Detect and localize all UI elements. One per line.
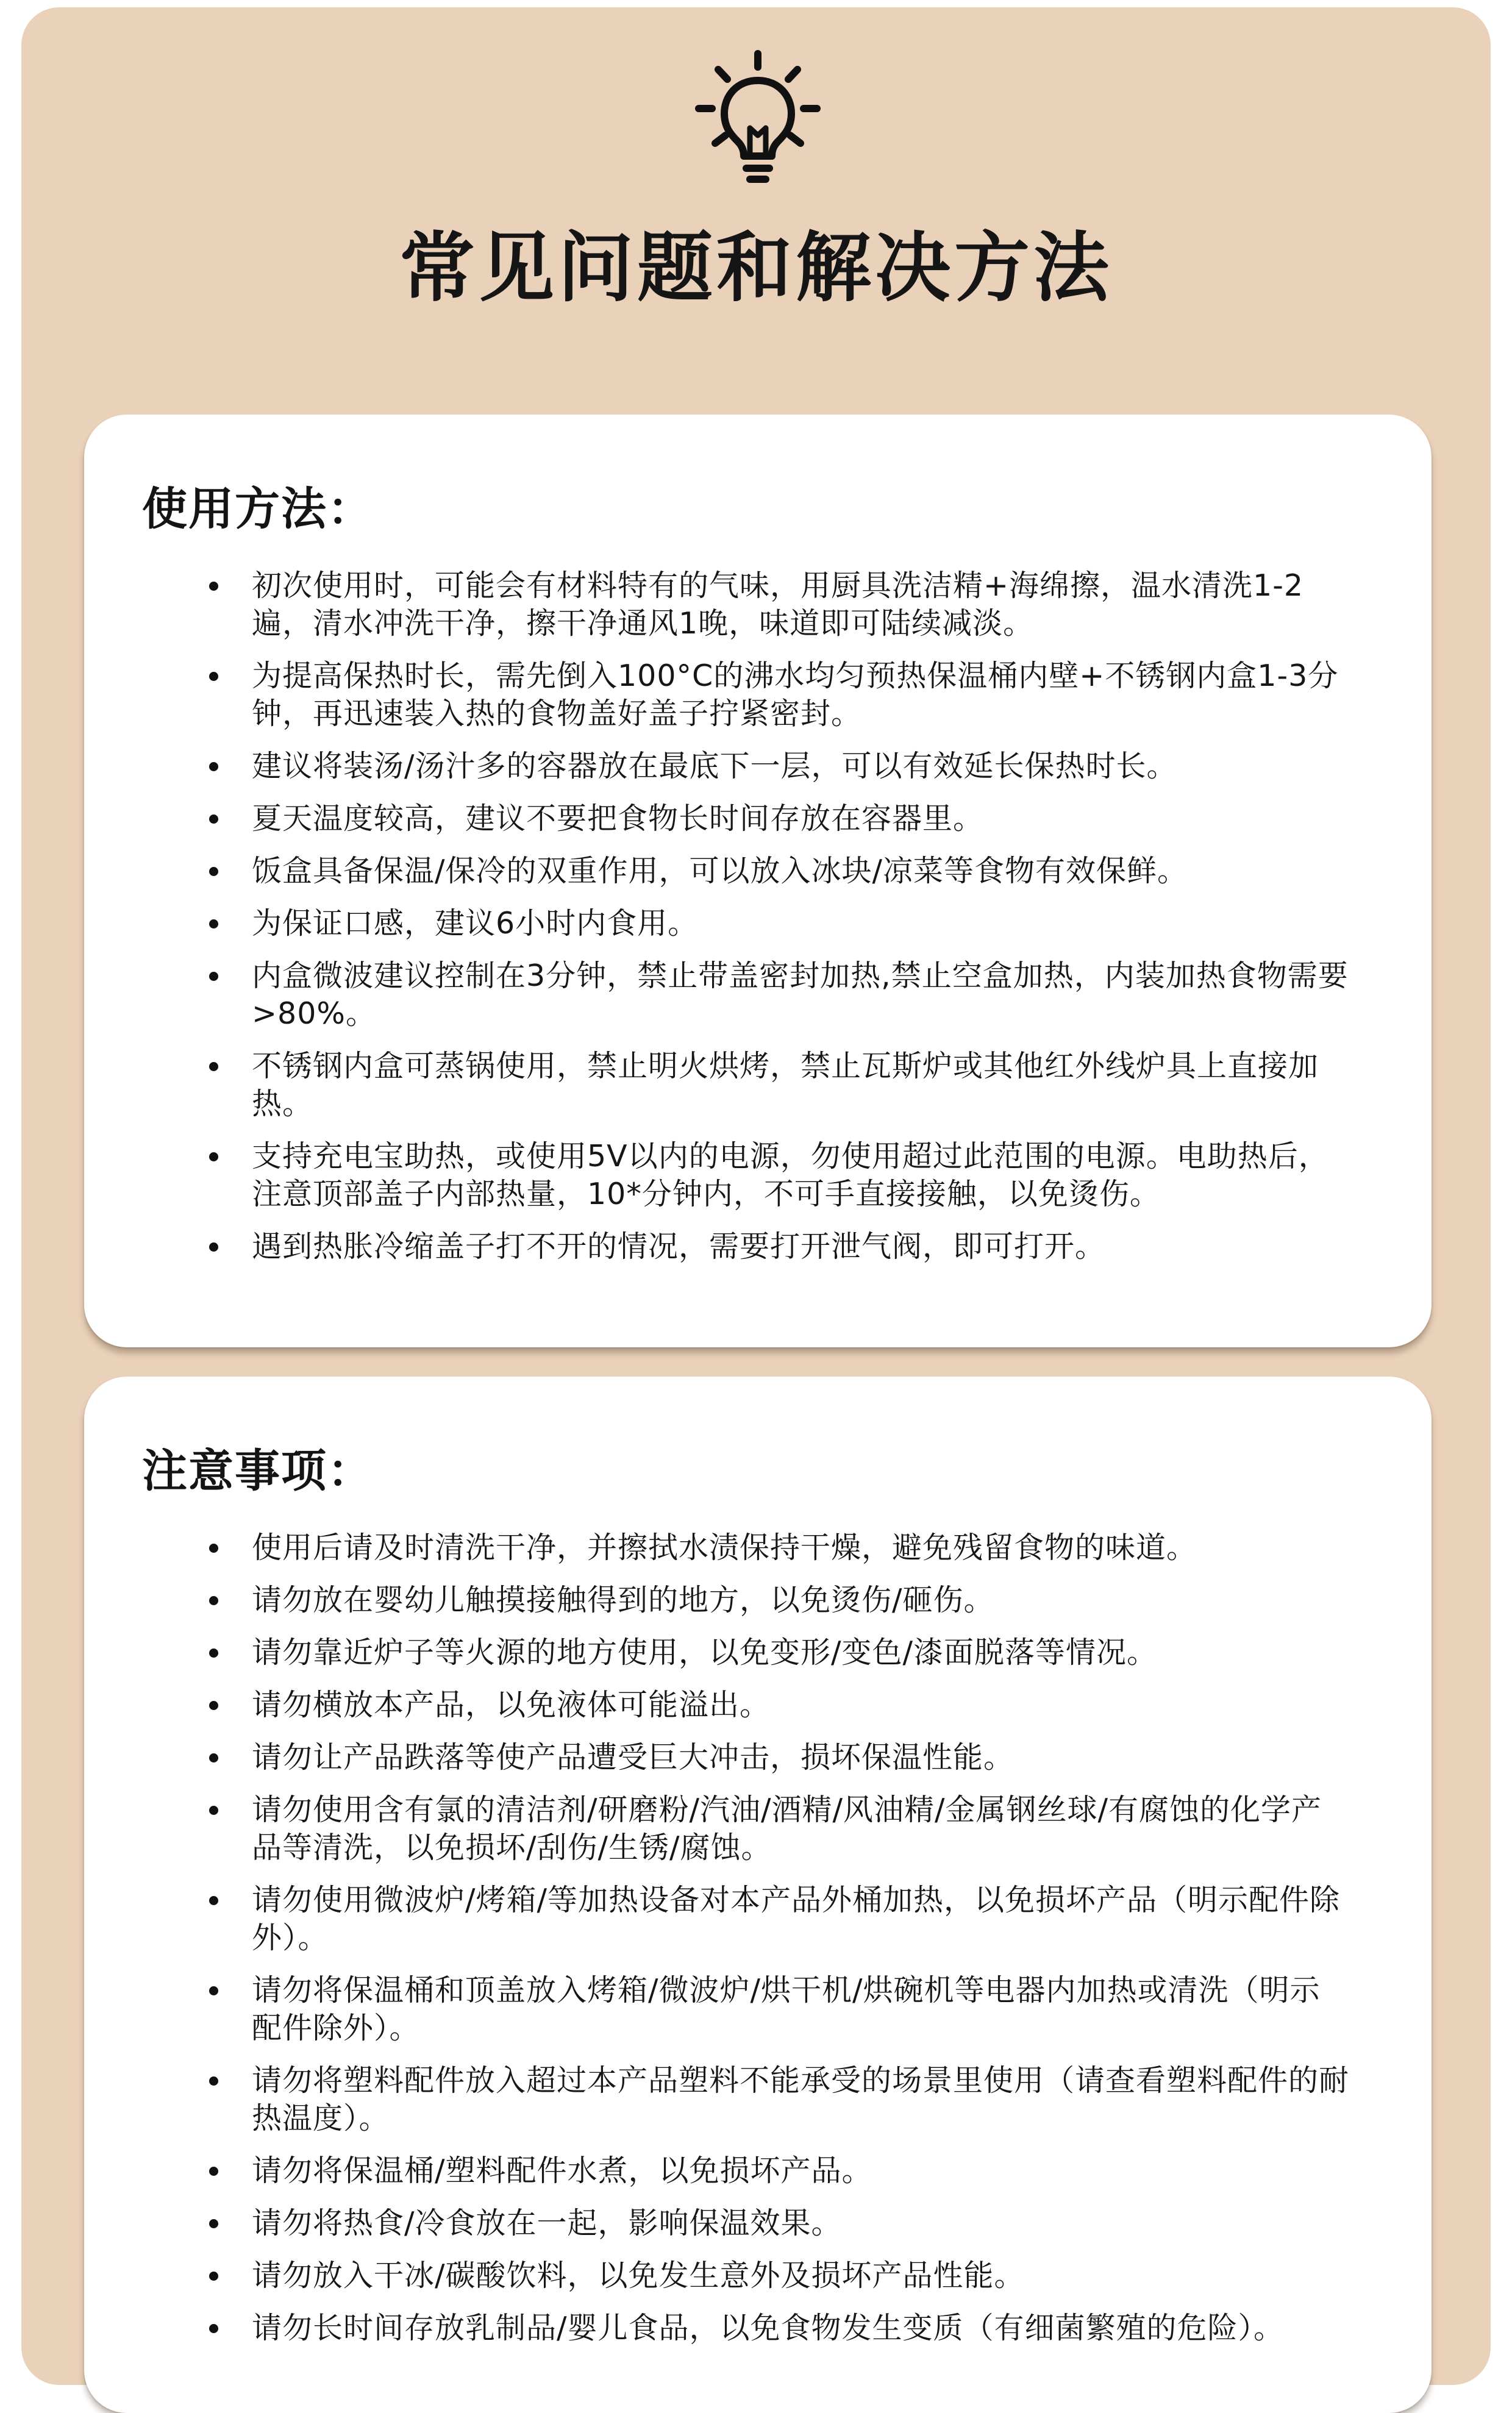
usage-card [84, 415, 1432, 1347]
bullet-dot [209, 1062, 218, 1071]
bullet-dot [209, 1596, 218, 1605]
bullet-dot [209, 2272, 218, 2281]
bullet-dot [209, 867, 218, 876]
list-item [252, 1228, 1349, 1266]
list-item [252, 1634, 1349, 1672]
bullet-dot [209, 1544, 218, 1553]
list-item-text: 初次使用时，可能会有材料特有的气味，用厨具洗洁精+海绵擦，温水清洗1-2遍，清水冲洗干净，擦干净通风1晚，味道即可陆续减淡。 [252, 568, 1304, 641]
list-item [252, 1138, 1349, 1213]
list-item-text: 为保证口感，建议6小时内食用。 [252, 906, 699, 941]
bullet-dot [209, 582, 218, 591]
notes-list [252, 1529, 1349, 2362]
bullet-dot [209, 814, 218, 824]
list-item-text: 使用后请及时清洗干净，并擦拭水渍保持干燥，避免残留食物的味道。 [252, 1530, 1197, 1565]
list-item-text: 请勿将保温桶和顶盖放入烤箱/微波炉/烘干机/烘碗机等电器内加热或清洗（明示配件除外）。 [252, 1973, 1321, 2045]
list-item-text: 请勿长时间存放乳制品/婴儿食品，以免食物发生变质（有细菌繁殖的危险）。 [252, 2311, 1285, 2345]
list-item-text: 请勿放在婴幼儿触摸接触得到的地方，以免烫伤/砸伤。 [252, 1583, 994, 1617]
list-item-text: 建议将装汤/汤汁多的容器放在最底下一层，可以有效延长保热时长。 [252, 749, 1177, 783]
bullet-dot [209, 1648, 218, 1658]
bullet-dot [209, 1896, 218, 1905]
list-item [252, 1972, 1349, 2047]
list-item-text: 请勿将热食/冷食放在一起，影响保温效果。 [252, 2206, 842, 2240]
bullet-dot [209, 972, 218, 981]
list-item-text: 请勿使用微波炉/烤箱/等加热设备对本产品外桶加热，以免损坏产品（明示配件除外）。 [252, 1883, 1341, 1955]
list-item [252, 800, 1349, 838]
list-item [252, 1581, 1349, 1619]
list-item-text: 请勿横放本产品，以免液体可能溢出。 [252, 1688, 771, 1722]
bullet-dot [209, 2219, 218, 2228]
list-item-text: 内盒微波建议控制在3分钟，禁止带盖密封加热,禁止空盒加热，内装加热食物需要>80%。 [252, 958, 1349, 1031]
list-item [252, 2204, 1349, 2242]
bullet-dot [209, 1242, 218, 1252]
list-item-text: 夏天温度较高，建议不要把食物长时间存放在容器里。 [252, 801, 984, 836]
bullet-dot [209, 1986, 218, 1995]
list-item-text: 请勿将保温桶/塑料配件水煮，以免损坏产品。 [252, 2153, 872, 2188]
list-item [252, 1529, 1349, 1567]
list-item [252, 2257, 1349, 2295]
list-item [252, 567, 1349, 643]
list-item-text: 请勿放入干冰/碳酸饮料，以免发生意外及损坏产品性能。 [252, 2258, 1025, 2293]
list-item [252, 2152, 1349, 2190]
list-item [252, 2062, 1349, 2137]
bullet-dot [209, 919, 218, 928]
bullet-dot [209, 1806, 218, 1815]
bullet-dot [209, 2076, 218, 2086]
page-title: 常见问题和解决方法 [399, 224, 1113, 312]
bullet-dot [209, 2167, 218, 2176]
list-item [252, 1739, 1349, 1777]
list-item-text: 不锈钢内盒可蒸锅使用，禁止明火烘烤，禁止瓦斯炉或其他红外线炉具上直接加热。 [252, 1049, 1319, 1121]
bullet-dot [209, 1701, 218, 1710]
notes-heading: 注意事项： [142, 1445, 374, 1497]
bullet-dot [209, 1753, 218, 1763]
list-item-text: 请勿使用含有氯的清洁剂/研磨粉/汽油/酒精/风油精/金属钢丝球/有腐蚀的化学产品等清洗，以免损坏/刮伤/生锈/腐蚀。 [252, 1792, 1322, 1865]
list-item [252, 1686, 1349, 1724]
list-item [252, 747, 1349, 785]
bullet-dot [209, 2324, 218, 2333]
notes-card [84, 1377, 1432, 2413]
lightbulb-icon [694, 49, 822, 183]
list-item-text: 请勿让产品跌落等使产品遭受巨大冲击，损坏保温性能。 [252, 1740, 1015, 1775]
list-item [252, 657, 1349, 733]
list-item-text: 请勿靠近炉子等火源的地方使用，以免变形/变色/漆面脱落等情况。 [252, 1635, 1158, 1670]
list-item-text: 遇到热胀冷缩盖子打不开的情况，需要打开泄气阀，即可打开。 [252, 1229, 1106, 1264]
list-item-text: 请勿将塑料配件放入超过本产品塑料不能承受的场景里使用（请查看塑料配件的耐热温度）。 [252, 2063, 1350, 2136]
usage-list [252, 567, 1349, 1280]
list-item [252, 1791, 1349, 1867]
list-item [252, 2309, 1349, 2347]
list-item [252, 1047, 1349, 1123]
bullet-dot [209, 672, 218, 681]
list-item-text: 为提高保热时长，需先倒入100°C的沸水均匀预热保温桶内壁+不锈钢内盒1-3分钟，再迅速装入热的食物盖好盖子拧紧密封。 [252, 658, 1339, 731]
list-item-text: 支持充电宝助热，或使用5V以内的电源，勿使用超过此范围的电源。电助热后，注意顶部盖子内部热量，10*分钟内，不可手直接接触，以免烫伤。 [252, 1139, 1329, 1211]
bullet-dot [209, 1152, 218, 1161]
list-item-text: 饭盒具备保温/保冷的双重作用，可以放入冰块/凉菜等食物有效保鲜。 [252, 854, 1188, 888]
list-item [252, 852, 1349, 890]
list-item [252, 957, 1349, 1033]
usage-heading: 使用方法： [142, 483, 374, 535]
bullet-dot [209, 762, 218, 771]
list-item [252, 1881, 1349, 1957]
list-item [252, 905, 1349, 943]
